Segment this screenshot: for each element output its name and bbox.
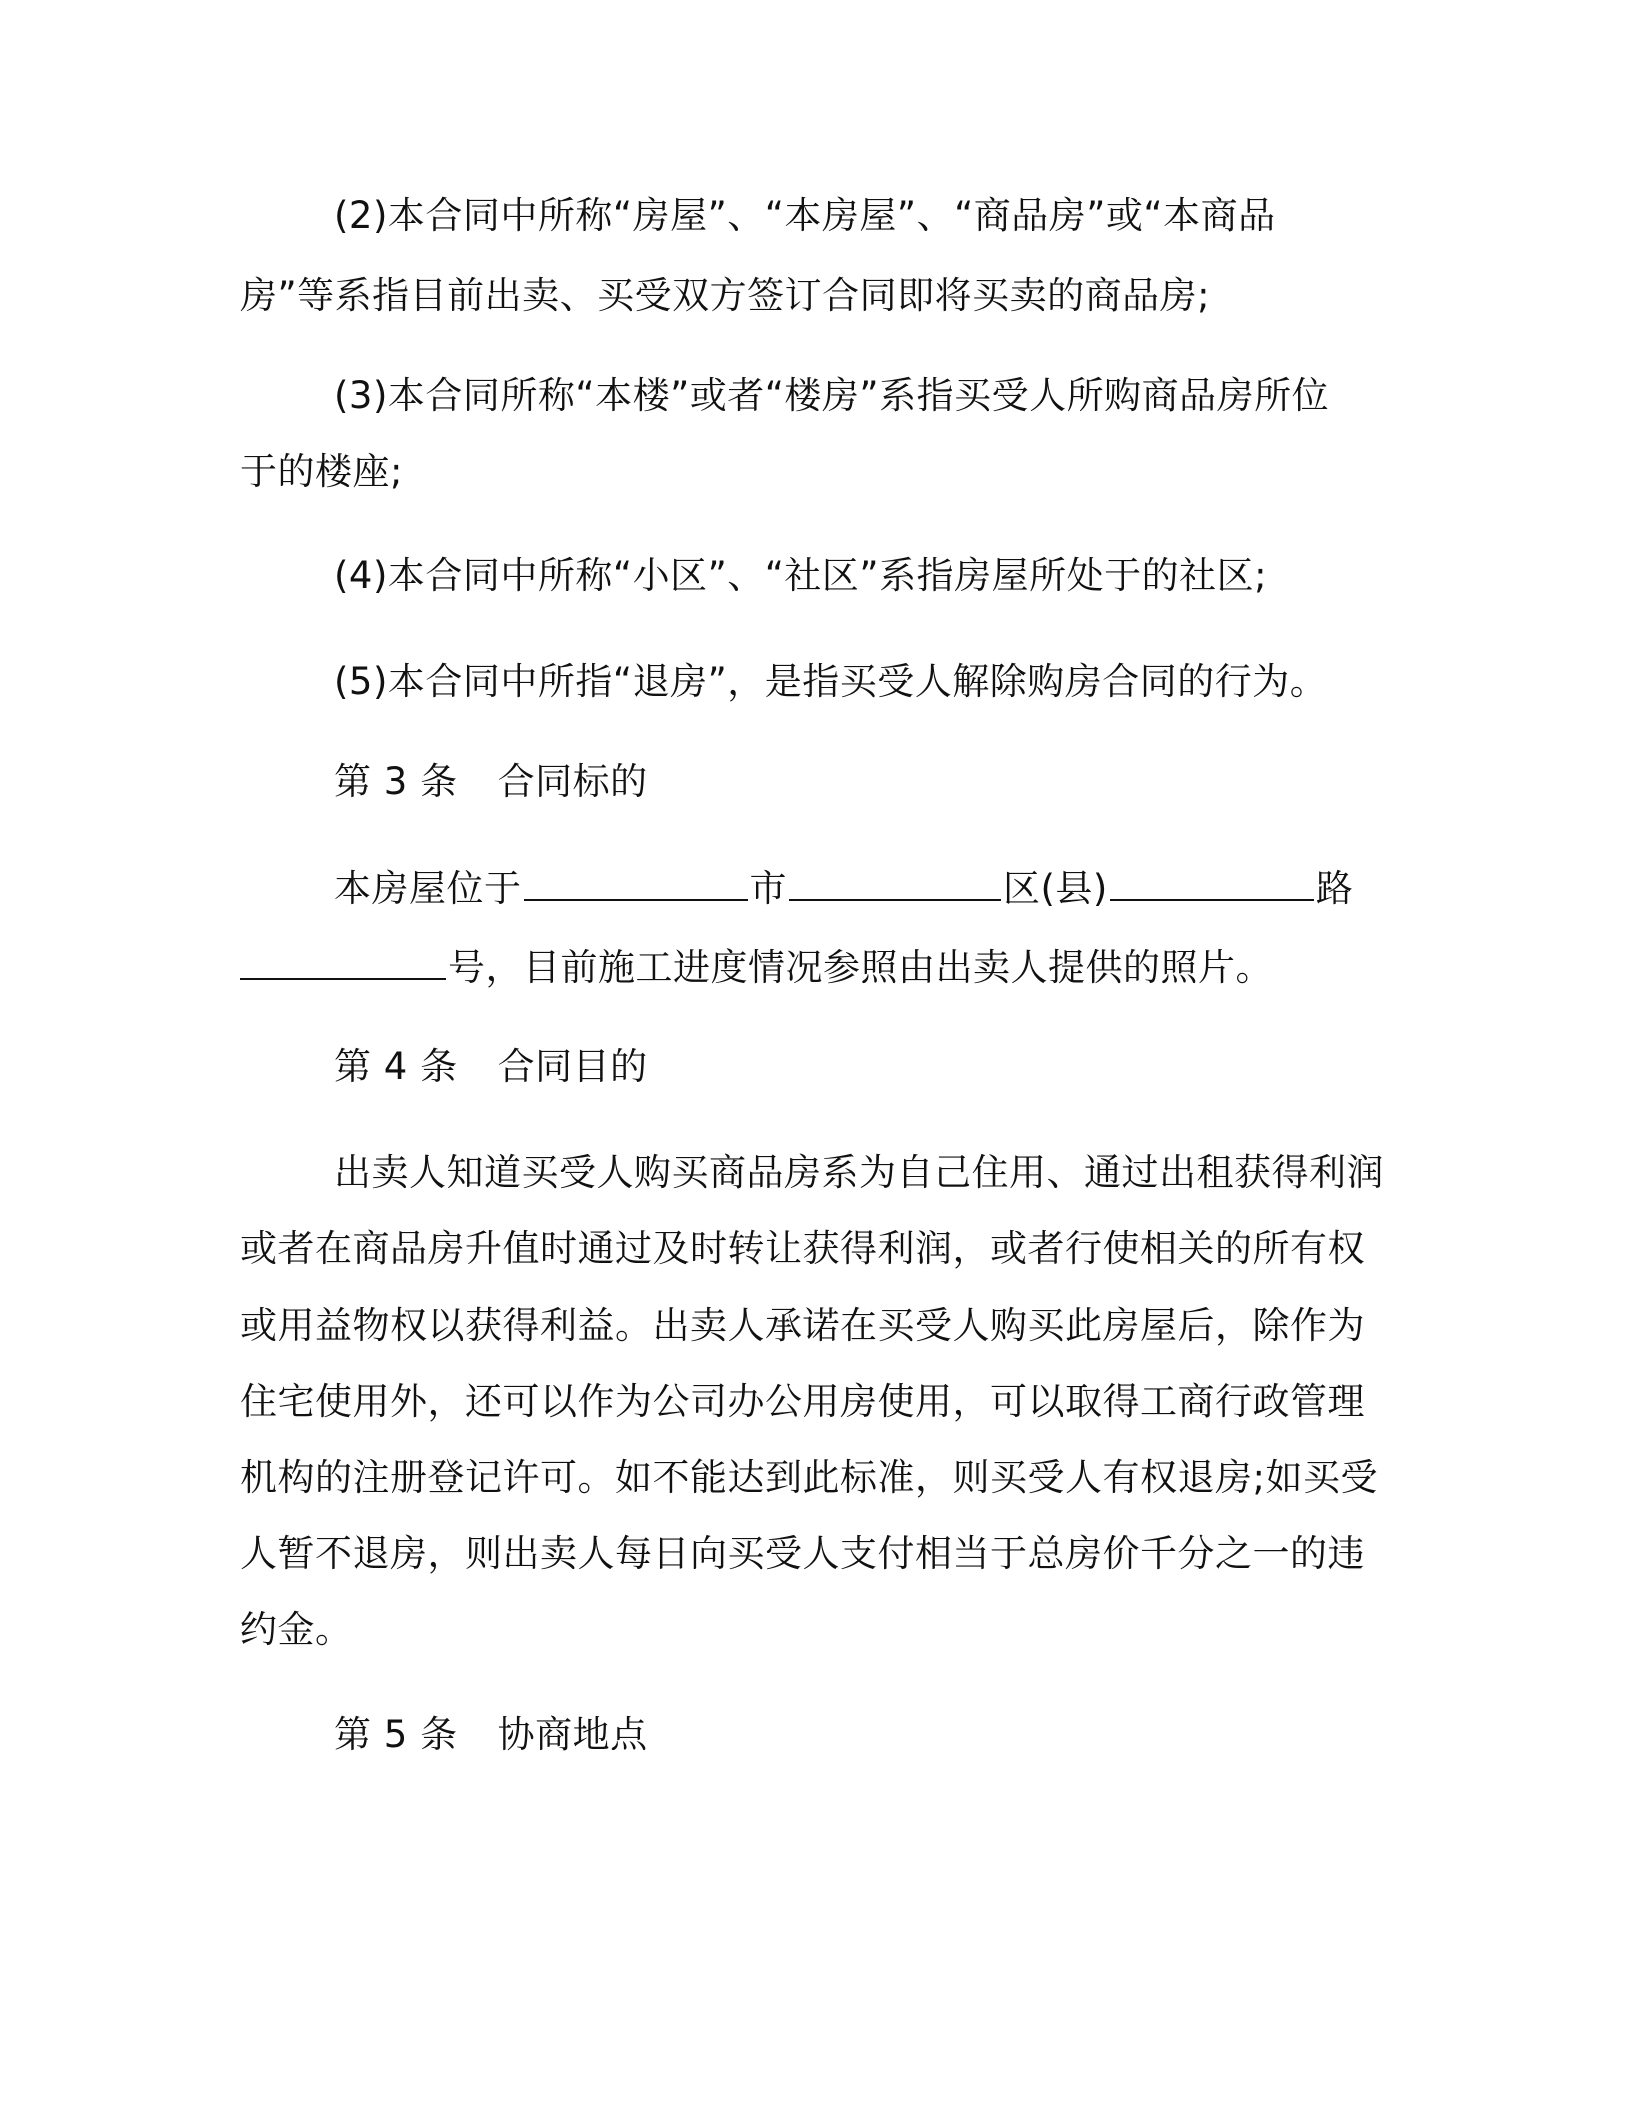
article-title: 协商地点 [497,1713,648,1756]
article-number: 第 4 条 [334,1045,458,1088]
para-2-line-1: (2)本合同中所称“房屋”、“本房屋”、“商品房”或“本商品 [334,194,1276,237]
para-5-line-1: (5)本合同中所指“退房”，是指买受人解除购房合同的行为。 [334,660,1328,703]
article-number: 第 5 条 [334,1713,458,1756]
article-3-line-1 [334,863,1377,913]
para-3-line-1: (3)本合同所称“本楼”或者“楼房”系指买受人所购商品房所位 [334,374,1330,417]
text-road: 路 [1315,867,1354,910]
article-4-line-6: 人暂不退房，则出卖人每日向买受人支付相当于总房价千分之一的违 [240,1532,1365,1575]
article-3-line-2 [240,942,1377,992]
article-title: 合同目的 [497,1045,648,1088]
article-4-line-1: 出卖人知道买受人购买商品房系为自己住用、通过出租获得利润 [334,1151,1384,1194]
article-4-heading [334,1043,1377,1091]
article-5-heading [334,1711,1377,1759]
article-4-line-5: 机构的注册登记许可。如不能达到此标准，则买受人有权退房;如买受 [240,1456,1378,1499]
article-4-line-4: 住宅使用外，还可以作为公司办公用房使用，可以取得工商行政管理 [240,1380,1365,1423]
para-3-line-2: 于的楼座; [240,450,403,493]
blank-district [789,863,1001,901]
article-4-line-3: 或用益物权以获得利益。出卖人承诺在买受人购买此房屋后，除作为 [240,1304,1365,1347]
article-4-line-7: 约金。 [240,1608,353,1651]
blank-city [524,863,748,901]
para-2-line-2: 房”等系指目前出卖、买受双方签订合同即将买卖的商品房; [240,274,1211,317]
text-number-suffix: 号，目前施工进度情况参照由出卖人提供的照片。 [448,946,1273,989]
blank-number [240,942,446,980]
text-district: 区(县) [1003,867,1108,910]
text-city: 市 [749,867,787,910]
article-3-heading [334,758,1377,806]
text-prefix: 本房屋位于 [334,867,522,910]
blank-road [1110,863,1314,901]
para-4-line-1: (4)本合同中所称“小区”、“社区”系指房屋所处于的社区; [334,554,1268,597]
article-title: 合同标的 [497,760,648,803]
article-4-line-2: 或者在商品房升值时通过及时转让获得利润，或者行使相关的所有权 [240,1227,1365,1270]
article-number: 第 3 条 [334,760,458,803]
